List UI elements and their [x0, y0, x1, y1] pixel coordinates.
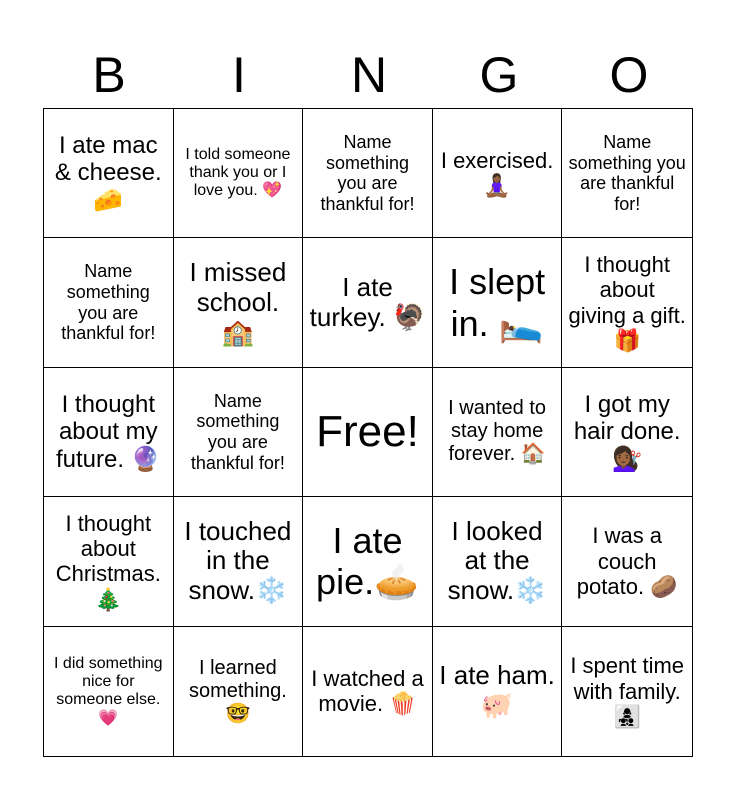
bingo-cell[interactable] [44, 627, 174, 756]
cell-text: I got my hair done. 💇🏾‍♀️ [573, 390, 681, 473]
bingo-cell[interactable] [433, 497, 563, 626]
cell-text: Free! [316, 406, 419, 456]
cell-text: Name something you are thankful for! [190, 390, 285, 473]
header-letter-n: N [350, 47, 388, 103]
bingo-cell[interactable] [303, 497, 433, 626]
cell-text: I wanted to stay home forever. 🏠 [448, 397, 547, 466]
bingo-cell[interactable] [433, 109, 563, 238]
bingo-cell[interactable] [174, 627, 304, 756]
bingo-cell[interactable] [433, 627, 563, 756]
bingo-cell[interactable] [562, 627, 692, 756]
cell-text: Name something you are thankful for! [320, 131, 415, 214]
bingo-cell[interactable] [562, 497, 692, 626]
bingo-cell[interactable] [303, 627, 433, 756]
cell-text: I was a couch potato. 🥔 [576, 523, 678, 600]
bingo-cell[interactable] [44, 497, 174, 626]
cell-text: I did something nice for someone else. 💗 [54, 654, 163, 727]
cell-text: I told someone thank you or I love you. 💖 [185, 145, 291, 200]
bingo-cell[interactable] [174, 368, 304, 497]
header-letter-i: I [232, 47, 246, 103]
bingo-cell[interactable] [174, 238, 304, 367]
header-letter-o: O [609, 47, 649, 103]
bingo-cell[interactable] [562, 109, 692, 238]
cell-text: I ate pie.🥧 [316, 520, 419, 603]
bingo-cell[interactable] [303, 109, 433, 238]
bingo-cell[interactable] [44, 238, 174, 367]
bingo-cell[interactable] [44, 368, 174, 497]
cell-text: I looked at the snow.❄️ [447, 515, 547, 606]
bingo-cell[interactable] [562, 238, 692, 367]
cell-text: I thought about giving a gift. 🎁 [568, 252, 686, 353]
cell-text: I thought about Christmas. 🎄 [55, 510, 161, 612]
bingo-cell[interactable] [433, 368, 563, 497]
bingo-cell[interactable] [174, 497, 304, 626]
cell-text: I exercised. 🧘🏾‍♀️ [440, 147, 554, 199]
cell-text: Name something you are thankful for! [568, 131, 686, 214]
bingo-cell[interactable] [303, 238, 433, 367]
cell-text: Name something you are thankful for! [61, 261, 156, 344]
cell-text: I thought about my future. 🔮 [56, 390, 161, 473]
cell-text: I ate mac & cheese. 🧀 [54, 131, 162, 214]
bingo-card-grid [43, 108, 693, 757]
bingo-cell[interactable] [433, 238, 563, 367]
cell-text: I learned something. 🤓 [188, 656, 287, 725]
cell-text: I touched in the snow.❄️ [184, 515, 292, 606]
cell-text: I spent time with family. 👩‍👧‍👦 [570, 653, 685, 729]
header-letter-g: G [479, 47, 519, 103]
cell-text: I watched a movie. 🍿 [311, 665, 424, 717]
bingo-cell[interactable] [562, 368, 692, 497]
header-letter-b: B [92, 47, 126, 103]
cell-text: I ate ham. 🐖 [439, 660, 555, 721]
bingo-cell[interactable] [44, 109, 174, 238]
cell-text: I missed school. 🏫 [189, 256, 287, 347]
cell-text: I ate turkey. 🦃 [309, 271, 426, 332]
bingo-cell[interactable] [174, 109, 304, 238]
cell-text: I slept in. 🛌 [449, 261, 546, 344]
bingo-header [44, 42, 694, 108]
free-space-cell[interactable] [303, 368, 433, 497]
